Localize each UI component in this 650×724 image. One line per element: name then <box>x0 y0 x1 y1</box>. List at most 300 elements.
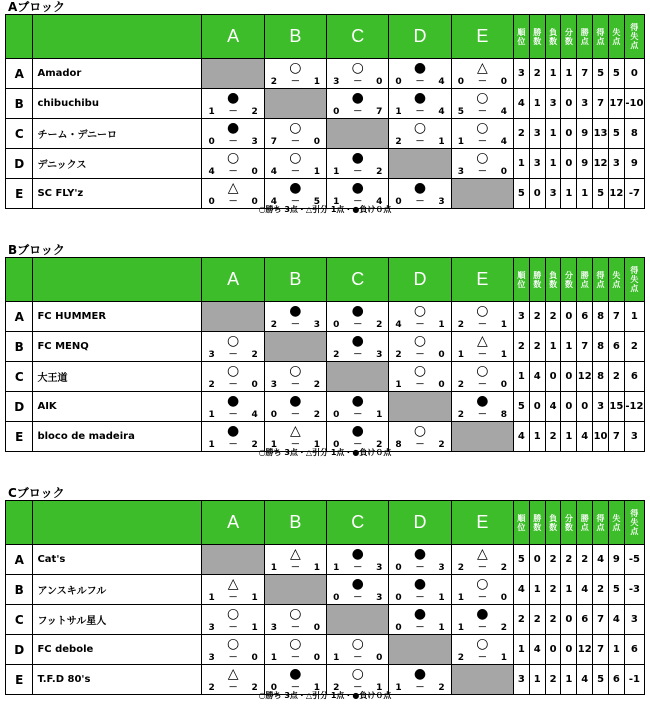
score-for: 2 <box>395 350 402 360</box>
score-dash: － <box>228 410 238 420</box>
stat-value: 2 <box>624 332 644 362</box>
win-mark: ○ <box>351 666 364 682</box>
stat-value: 12 <box>577 635 593 665</box>
score-for: 0 <box>333 320 340 330</box>
score-dash: － <box>228 380 238 390</box>
score-against: 1 <box>438 320 445 330</box>
score-dash: － <box>353 563 363 573</box>
stat-header-label: 失 点 <box>612 270 621 289</box>
stat-value: 1 <box>529 89 545 119</box>
score-dash: － <box>290 653 300 663</box>
match-result <box>264 59 326 89</box>
stat-value: 0 <box>561 302 577 332</box>
stat-value: 2 <box>577 545 593 575</box>
stat-value: 0 <box>529 392 545 422</box>
team-name: チーム・デニーロ <box>33 119 202 149</box>
match-result <box>389 119 451 149</box>
match-result <box>202 179 264 209</box>
match-result <box>202 605 264 635</box>
team-name: Amador <box>33 59 202 89</box>
loss-mark: ● <box>413 546 427 562</box>
score-against: 2 <box>251 440 258 450</box>
stat-value: 4 <box>514 575 530 605</box>
match-result <box>327 575 389 605</box>
score-for: 3 <box>208 350 215 360</box>
stat-value: 3 <box>624 605 644 635</box>
score-dash: － <box>228 197 238 207</box>
stat-value: 2 <box>545 302 561 332</box>
stat-value: 1 <box>545 59 561 89</box>
self-match-cell <box>327 362 389 392</box>
score-against: 4 <box>500 107 507 117</box>
stat-header <box>624 501 644 545</box>
match-result <box>451 119 513 149</box>
score-for: 4 <box>395 320 402 330</box>
stat-header <box>514 501 530 545</box>
score-dash: － <box>290 77 300 87</box>
row-letter: C <box>6 119 33 149</box>
score-against: 0 <box>313 137 321 147</box>
stat-value: 5 <box>593 59 609 89</box>
stat-value: 12 <box>593 149 609 179</box>
score-against: 0 <box>313 623 321 633</box>
match-result <box>264 302 326 332</box>
score-against: 5 <box>313 197 321 207</box>
match-result <box>389 605 451 635</box>
team-name: T.F.D 80's <box>33 665 202 695</box>
stat-value: 1 <box>561 575 577 605</box>
team-name: SC FLY'z <box>33 179 202 209</box>
team-row <box>6 575 645 605</box>
team-name: chibuchibu <box>33 89 202 119</box>
stat-header <box>545 15 561 59</box>
stat-value: 0 <box>561 635 577 665</box>
match-result <box>389 575 451 605</box>
score-dash: － <box>228 350 238 360</box>
score-for: 0 <box>333 410 340 420</box>
legend: ○勝ち 3点・△引分 1点・●負け０点 <box>258 691 392 700</box>
score-dash: － <box>290 380 300 390</box>
win-mark: ○ <box>476 150 489 166</box>
stat-value: 0 <box>561 392 577 422</box>
match-result <box>202 332 264 362</box>
team-name: FC debole <box>33 635 202 665</box>
score-for: 3 <box>208 653 215 663</box>
loss-mark: ● <box>351 90 364 106</box>
row-letter: D <box>6 149 33 179</box>
score-for: 0 <box>333 593 340 603</box>
score-for: 8 <box>395 440 402 450</box>
self-match-cell <box>451 422 513 452</box>
win-mark: ○ <box>476 363 489 379</box>
self-match-cell <box>202 302 264 332</box>
stat-header-label: 勝 数 <box>533 270 542 289</box>
win-mark: ○ <box>476 576 489 592</box>
stat-header-label: 分 数 <box>564 27 573 46</box>
score-dash: － <box>415 380 425 390</box>
score-for: 2 <box>270 77 278 87</box>
score-for: 1 <box>333 167 340 177</box>
stat-value: 15 <box>608 392 624 422</box>
score-dash: － <box>477 77 487 87</box>
score-for: 0 <box>333 440 340 450</box>
score-dash: － <box>353 350 363 360</box>
loss-mark: ● <box>413 606 427 622</box>
loss-mark: ● <box>351 180 364 196</box>
score-for: 1 <box>270 653 278 663</box>
team-row <box>6 179 645 209</box>
match-result <box>202 665 264 695</box>
stat-value: 9 <box>624 149 644 179</box>
column-letter: E <box>451 258 513 302</box>
match-result <box>264 149 326 179</box>
score-against: 2 <box>251 683 258 693</box>
column-letter: B <box>264 258 326 302</box>
stat-value: 6 <box>608 332 624 362</box>
row-letter: D <box>6 635 33 665</box>
stat-header-label: 順 位 <box>517 27 526 46</box>
stat-header <box>593 501 609 545</box>
score-for: 3 <box>333 77 340 87</box>
stat-value: 2 <box>529 302 545 332</box>
score-for: 5 <box>457 107 464 117</box>
score-against: 3 <box>376 563 383 573</box>
stat-header-label: 勝 数 <box>533 27 542 46</box>
score-dash: － <box>353 107 363 117</box>
stat-value: 6 <box>608 665 624 695</box>
stat-value: 8 <box>593 332 609 362</box>
standings-table <box>5 500 645 695</box>
stat-value: 7 <box>577 59 593 89</box>
stat-value: 2 <box>514 605 530 635</box>
stat-header <box>577 258 593 302</box>
stat-value: 1 <box>529 422 545 452</box>
stat-value: 1 <box>561 59 577 89</box>
score-for: 2 <box>457 653 464 663</box>
match-result <box>451 575 513 605</box>
score-dash: － <box>228 137 238 147</box>
score-for: 1 <box>208 440 215 450</box>
stat-header-label: 勝 点 <box>580 270 589 289</box>
score-dash: － <box>415 440 425 450</box>
stat-header-label: 負 数 <box>549 513 558 532</box>
score-against: 1 <box>313 77 321 87</box>
loss-mark: ● <box>413 60 427 76</box>
score-against: 2 <box>438 683 445 693</box>
stat-header <box>577 501 593 545</box>
win-mark: ○ <box>226 150 240 166</box>
score-against: 1 <box>251 593 258 603</box>
score-against: 1 <box>438 137 445 147</box>
team-row <box>6 149 645 179</box>
self-match-cell <box>389 392 451 422</box>
row-letter: B <box>6 89 33 119</box>
stat-header <box>593 258 609 302</box>
score-for: 1 <box>333 563 340 573</box>
row-letter: C <box>6 362 33 392</box>
stat-value: 6 <box>624 635 644 665</box>
match-result <box>327 422 389 452</box>
stat-value: 8 <box>593 362 609 392</box>
score-for: 0 <box>270 410 278 420</box>
stat-value: 2 <box>545 605 561 635</box>
score-for: 1 <box>457 623 464 633</box>
match-result <box>202 89 264 119</box>
draw-mark: △ <box>227 666 239 682</box>
stat-value: 0 <box>624 59 644 89</box>
stat-value: 9 <box>608 545 624 575</box>
loss-mark: ● <box>413 180 427 196</box>
stat-value: 3 <box>545 179 561 209</box>
win-mark: ○ <box>226 333 240 349</box>
team-row <box>6 605 645 635</box>
stat-value: 7 <box>593 635 609 665</box>
team-name: AIK <box>33 392 202 422</box>
column-letter: E <box>451 15 513 59</box>
stat-value: 4 <box>577 665 593 695</box>
row-letter: C <box>6 605 33 635</box>
score-for: 1 <box>333 653 340 663</box>
self-match-cell <box>264 332 326 362</box>
score-dash: － <box>477 320 487 330</box>
score-for: 3 <box>270 623 278 633</box>
stat-header-label: 分 数 <box>564 513 573 532</box>
score-dash: － <box>415 107 425 117</box>
match-result <box>202 575 264 605</box>
score-for: 1 <box>457 593 464 603</box>
score-dash: － <box>415 320 425 330</box>
stat-header-label: 得 失 点 <box>630 23 639 50</box>
score-against: 2 <box>313 410 321 420</box>
stat-value: 2 <box>561 545 577 575</box>
stat-value: 4 <box>593 545 609 575</box>
stat-header-label: 順 位 <box>517 513 526 532</box>
score-against: 4 <box>376 197 383 207</box>
score-against: 1 <box>251 623 258 633</box>
score-against: 2 <box>251 350 258 360</box>
header-row <box>6 258 645 302</box>
stat-header-label: 分 数 <box>564 270 573 289</box>
match-result <box>451 362 513 392</box>
self-match-cell <box>327 119 389 149</box>
loss-mark: ● <box>226 423 240 439</box>
score-for: 0 <box>270 683 278 693</box>
loss-mark: ● <box>351 576 364 592</box>
team-name: 大王道 <box>33 362 202 392</box>
win-mark: ○ <box>476 303 489 319</box>
stat-header <box>529 15 545 59</box>
score-for: 0 <box>395 77 402 87</box>
stat-header-label: 得 失 点 <box>630 266 639 293</box>
score-dash: － <box>290 440 300 450</box>
stat-header-label: 得 点 <box>596 513 605 532</box>
draw-mark: △ <box>476 60 488 76</box>
score-for: 4 <box>270 167 278 177</box>
loss-mark: ● <box>413 90 427 106</box>
score-against: 0 <box>251 197 258 207</box>
score-for: 0 <box>395 197 402 207</box>
match-result <box>327 635 389 665</box>
stat-value: 3 <box>514 302 530 332</box>
match-result <box>389 179 451 209</box>
match-result <box>451 149 513 179</box>
score-against: 1 <box>376 683 383 693</box>
match-result <box>327 89 389 119</box>
stat-value: 1 <box>545 119 561 149</box>
loss-mark: ● <box>289 393 302 409</box>
score-dash: － <box>477 107 487 117</box>
header-team-cell <box>33 15 202 59</box>
stat-value: 0 <box>577 392 593 422</box>
score-dash: － <box>353 683 363 693</box>
stat-value: 1 <box>545 149 561 179</box>
score-against: 2 <box>500 563 507 573</box>
loss-mark: ● <box>226 393 240 409</box>
self-match-cell <box>451 179 513 209</box>
stat-header-label: 勝 点 <box>580 27 589 46</box>
score-for: 0 <box>395 623 402 633</box>
match-result <box>327 332 389 362</box>
stat-header <box>529 501 545 545</box>
stat-value: 1 <box>561 665 577 695</box>
stat-value: 4 <box>577 422 593 452</box>
score-for: 1 <box>333 197 340 207</box>
match-result <box>327 665 389 695</box>
stat-value: 0 <box>529 545 545 575</box>
win-mark: ○ <box>413 120 427 136</box>
stat-value: 5 <box>593 179 609 209</box>
column-letter: D <box>389 501 451 545</box>
score-against: 1 <box>500 653 507 663</box>
score-against: 0 <box>251 167 258 177</box>
stat-header-label: 負 数 <box>549 27 558 46</box>
stat-value: 1 <box>529 575 545 605</box>
score-dash: － <box>353 167 363 177</box>
score-against: 1 <box>500 320 507 330</box>
stat-value: 3 <box>608 149 624 179</box>
score-for: 2 <box>395 137 402 147</box>
win-mark: ○ <box>226 606 240 622</box>
score-dash: － <box>477 167 487 177</box>
match-result <box>202 422 264 452</box>
stat-value: 3 <box>545 89 561 119</box>
stat-value: 5 <box>608 575 624 605</box>
stat-value: 4 <box>529 635 545 665</box>
score-dash: － <box>290 410 300 420</box>
standings-table <box>5 257 645 452</box>
score-against: 8 <box>500 410 507 420</box>
score-against: 2 <box>251 107 258 117</box>
score-for: 2 <box>457 320 464 330</box>
stat-header <box>593 15 609 59</box>
draw-mark: △ <box>290 546 301 562</box>
score-dash: － <box>415 563 425 573</box>
score-against: 0 <box>438 380 445 390</box>
header-corner <box>6 258 33 302</box>
win-mark: ○ <box>476 120 489 136</box>
match-result <box>327 179 389 209</box>
stat-value: 8 <box>624 119 644 149</box>
match-result <box>389 332 451 362</box>
stat-header-label: 順 位 <box>517 270 526 289</box>
stat-value: 9 <box>577 149 593 179</box>
stat-header <box>545 258 561 302</box>
score-for: 1 <box>270 440 278 450</box>
score-against: 0 <box>251 653 258 663</box>
stat-value: 2 <box>514 332 530 362</box>
stat-value: 1 <box>577 179 593 209</box>
score-dash: － <box>228 653 238 663</box>
score-against: 2 <box>376 167 383 177</box>
match-result <box>264 605 326 635</box>
score-for: 0 <box>208 197 215 207</box>
stat-value: -12 <box>624 392 644 422</box>
match-result <box>264 665 326 695</box>
draw-mark: △ <box>227 180 239 196</box>
win-mark: ○ <box>289 363 302 379</box>
stat-value: 4 <box>608 605 624 635</box>
self-match-cell <box>327 605 389 635</box>
score-for: 2 <box>208 380 215 390</box>
legend: ○勝ち 3点・△引分 1点・●負け０点 <box>258 448 392 457</box>
score-dash: － <box>415 197 425 207</box>
score-against: 3 <box>376 350 383 360</box>
score-against: 0 <box>500 380 507 390</box>
self-match-cell <box>264 89 326 119</box>
score-dash: － <box>353 593 363 603</box>
score-against: 1 <box>313 563 321 573</box>
loss-mark: ● <box>351 546 364 562</box>
stat-header <box>529 258 545 302</box>
match-result <box>389 302 451 332</box>
match-result <box>389 545 451 575</box>
stat-value: 2 <box>514 119 530 149</box>
loss-mark: ● <box>351 333 364 349</box>
score-dash: － <box>477 623 487 633</box>
win-mark: ○ <box>351 636 364 652</box>
self-match-cell <box>264 575 326 605</box>
match-result <box>202 119 264 149</box>
score-dash: － <box>415 137 425 147</box>
score-for: 3 <box>208 623 215 633</box>
stat-value: -5 <box>624 545 644 575</box>
team-row <box>6 362 645 392</box>
loss-mark: ● <box>351 423 364 439</box>
loss-mark: ● <box>289 303 302 319</box>
score-dash: － <box>290 563 300 573</box>
loss-mark: ● <box>413 666 427 682</box>
score-for: 1 <box>395 683 402 693</box>
stat-value: 6 <box>624 362 644 392</box>
team-name: FC HUMMER <box>33 302 202 332</box>
stat-header-label: 失 点 <box>612 27 621 46</box>
score-dash: － <box>353 197 363 207</box>
block-title: Bブロック <box>8 243 65 257</box>
self-match-cell <box>202 545 264 575</box>
score-dash: － <box>290 167 300 177</box>
score-for: 2 <box>457 380 464 390</box>
stat-value: 2 <box>545 665 561 695</box>
score-for: 7 <box>270 137 278 147</box>
match-result <box>327 545 389 575</box>
match-result <box>264 422 326 452</box>
score-against: 2 <box>500 623 507 633</box>
match-result <box>389 362 451 392</box>
team-name: フットサル星人 <box>33 605 202 635</box>
score-against: 0 <box>500 167 507 177</box>
score-dash: － <box>415 77 425 87</box>
stat-header <box>561 15 577 59</box>
